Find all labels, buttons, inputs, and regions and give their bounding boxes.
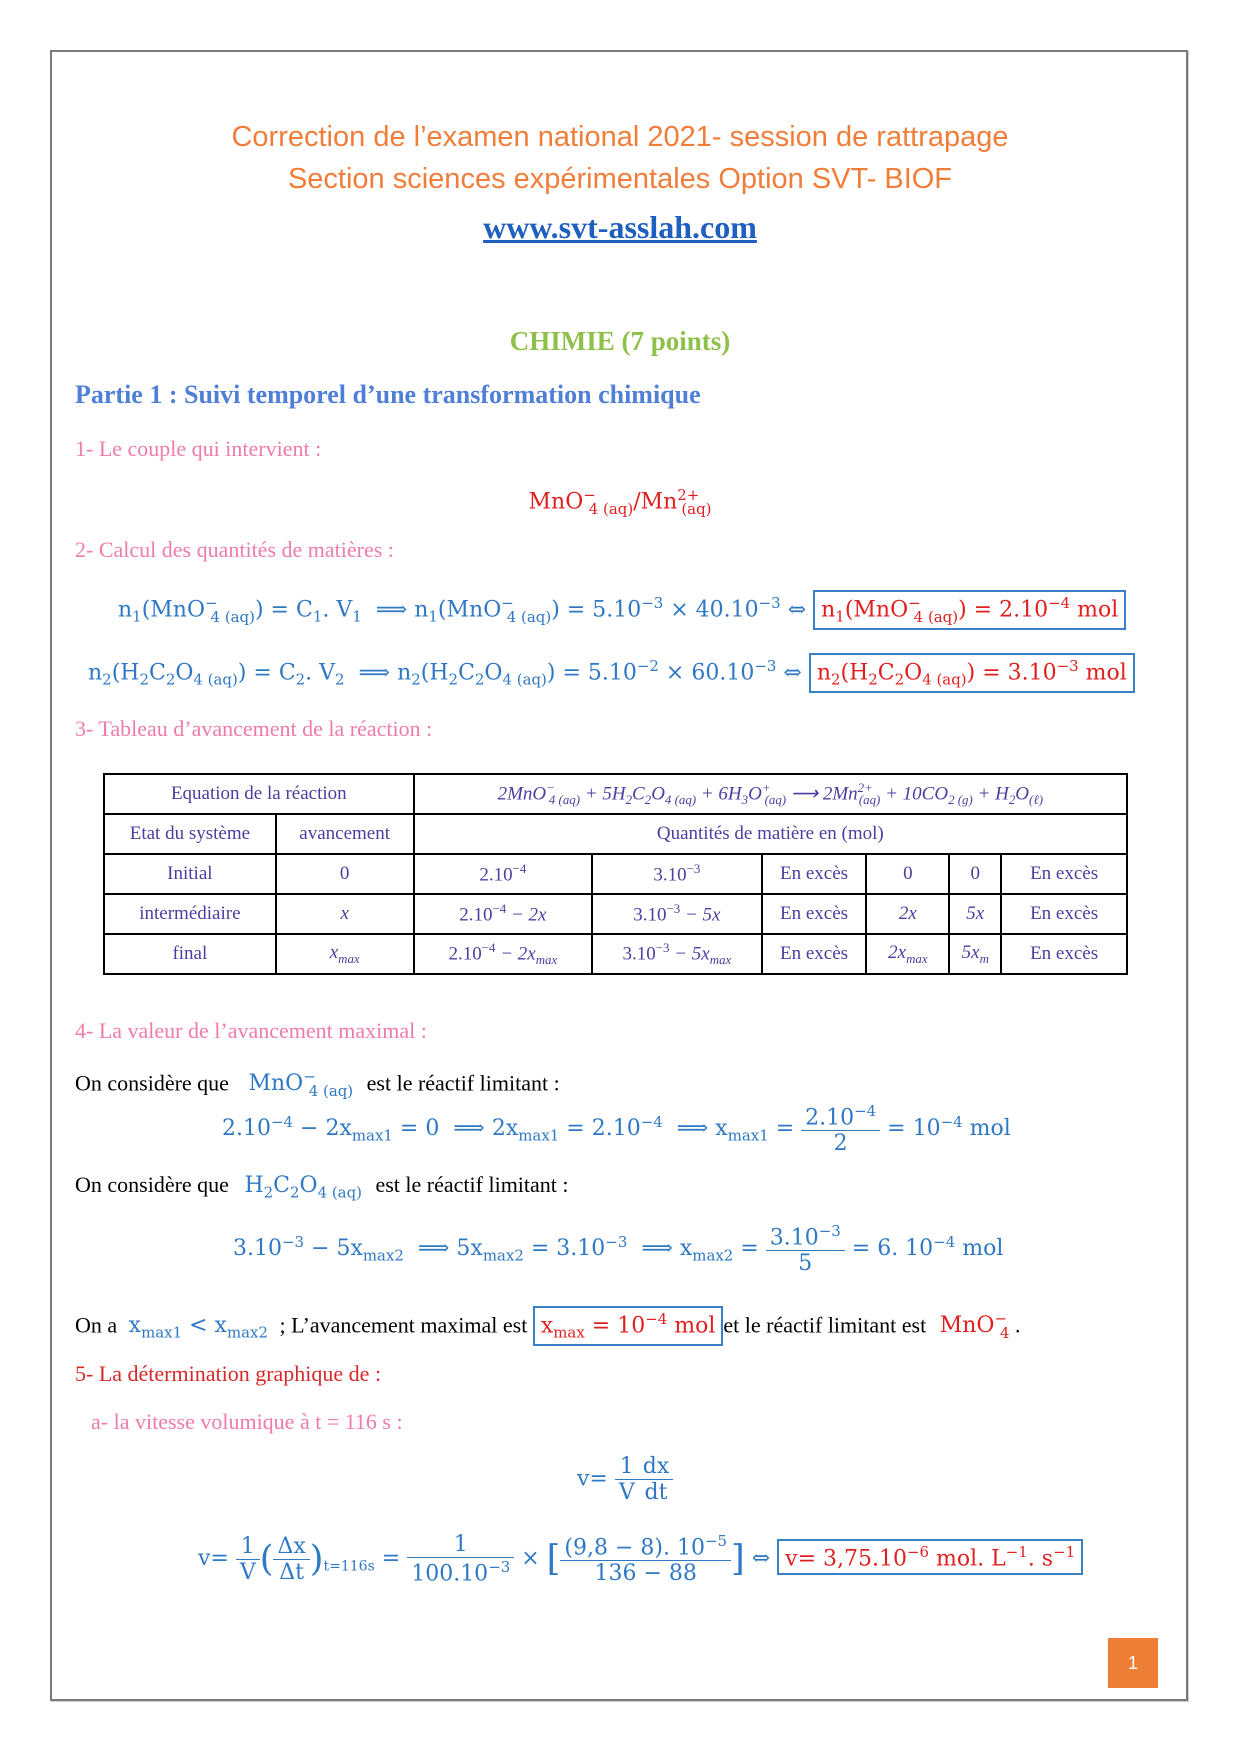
n2-unit: mol xyxy=(1085,660,1127,686)
velocity-result-exp: −6 xyxy=(906,1542,930,1561)
t-label: t=116s xyxy=(323,1558,375,1575)
qty-cell: 0 xyxy=(949,854,1001,894)
q3-heading: 3- Tableau d’avancement de la réaction : xyxy=(75,716,433,741)
qty-cell: 2x xyxy=(866,894,949,934)
qty-cell: En excès xyxy=(762,894,867,934)
table-row-intermediate xyxy=(104,894,1127,934)
conclusion-suffix: et le réactif limitant est xyxy=(723,1312,927,1338)
part1-title: Partie 1 : Suivi temporel d’une transformation chimique xyxy=(75,380,701,409)
n2-v2: 60.10 xyxy=(691,660,755,686)
qty-cell: $2.10^{-4}$ xyxy=(414,854,593,894)
section-title: CHIMIE (7 points) xyxy=(509,326,731,356)
hyp2-line xyxy=(75,1172,569,1201)
qty-cell: $2.10^{-4} - 2x$ xyxy=(414,894,593,934)
th-advance: avancement xyxy=(276,814,414,854)
n2-c2: 5.10 xyxy=(587,660,637,686)
advancement-table xyxy=(103,773,1128,975)
hyp1-suffix: est le réactif limitant : xyxy=(366,1070,560,1096)
volume-exp: −3 xyxy=(488,1558,511,1576)
adv-cell: x xyxy=(276,894,414,934)
velocity-result: v= 3,75.10 xyxy=(785,1546,907,1572)
n1-c1: 5.10 xyxy=(592,597,642,623)
qty-cell: En excès xyxy=(762,934,867,974)
n1-result-exp: −4 xyxy=(1048,594,1071,612)
state-cell: Initial xyxy=(104,854,276,894)
hyp2-species: $H_2C_2O_{4 (aq)}$ xyxy=(244,1173,362,1202)
qty-cell: En excès xyxy=(1001,854,1127,894)
q1-heading: 1- Le couple qui intervient : xyxy=(75,436,322,461)
n1-v1-exp: −3 xyxy=(758,594,781,612)
delta-t: 136 − 88 xyxy=(594,1561,697,1587)
qty-cell: En excès xyxy=(762,854,867,894)
qty-cell: $5x_m$ xyxy=(949,934,1001,974)
qty-cell: 5x xyxy=(949,894,1001,934)
hyp1-species: MnO−$_{4 (aq)}$ xyxy=(248,1068,354,1100)
couple-formula: $MnO^-_{4 (aq)}/Mn^{2+}_{(aq)}$ xyxy=(528,486,712,518)
conclusion-prefix: On a xyxy=(75,1312,118,1338)
xmax2-exp: −4 xyxy=(933,1232,956,1251)
qty-cell: En excès xyxy=(1001,894,1127,934)
table-row-initial xyxy=(104,854,1127,894)
xmax-comparison: $x_{max1} < x_{max2}$ xyxy=(128,1313,268,1342)
adv-cell: $x_{max}$ xyxy=(276,934,414,974)
xmax1-equation: $2.10^{-4} - 2x_{max1} = 0$ ⟹ $2x_{max1} = 2.10^{-4}$ ⟹ $x_{max1}$ = $\frac{2.10^{-4}}{2}$ = $10^{-4}$ mol xyxy=(222,1102,1011,1157)
n2-c2-exp: −2 xyxy=(636,657,659,675)
qty-cell: $2.10^{-4} - 2x_{max}$ xyxy=(414,934,593,974)
state-cell: final xyxy=(104,934,276,974)
delta-x-exp: −5 xyxy=(704,1532,727,1550)
velocity-definition: v= $\frac{1}{V}$ $\frac{dx}{dt}$ xyxy=(577,1454,673,1505)
state-cell: intermédiaire xyxy=(104,894,276,934)
title-line-2: Section sciences expérimentales Option SVT- BIOF xyxy=(287,163,953,195)
conclusion-mid: ; L’avancement maximal est xyxy=(279,1312,528,1338)
n1-c1-exp: −3 xyxy=(641,594,664,612)
n2-result: 3.10 xyxy=(1007,660,1057,686)
n1-result: 2.10 xyxy=(999,597,1049,623)
qty-cell: $3.10^{-3} - 5x_{max}$ xyxy=(592,934,762,974)
n2-result-box: $n_2(H_2C_2O_{4 (aq)}) = 3.10^{-3}$ mol xyxy=(809,653,1135,693)
xmax2-result: 6. 10 xyxy=(877,1236,934,1262)
xmax-result-box: $x_{max} = 10^{-4}$ mol xyxy=(533,1306,724,1346)
velocity-unit: mol. L xyxy=(929,1546,1006,1572)
q5-sub-a: a- la vitesse volumique à t = 116 s : xyxy=(91,1409,403,1434)
title-line-1: Correction de l’examen national 2021- session de rattrapage xyxy=(231,121,1009,153)
page-number: 1 xyxy=(1108,1638,1158,1688)
qty-cell: En excès xyxy=(1001,934,1127,974)
conclusion-line: On a $x_{max1} < x_{max2}$ ; L’avancement maximal est $x_{max} = 10^{-4}$ mol et le réactif limitant est MnO−$_4$ . xyxy=(75,1306,1020,1346)
q5-heading: 5- La détermination graphique de : xyxy=(75,1361,382,1386)
hyp2-prefix: On considère que xyxy=(75,1172,229,1197)
limiting-reagent: MnO−$_4$ xyxy=(939,1310,1010,1342)
qty-cell: 0 xyxy=(866,854,949,894)
q2-heading: 2- Calcul des quantités de matières : xyxy=(75,537,394,562)
adv-cell: 0 xyxy=(276,854,414,894)
n2-v2-exp: −3 xyxy=(754,657,777,675)
xmax1-exp: −4 xyxy=(940,1112,963,1131)
th-equation: Equation de la réaction xyxy=(104,774,414,814)
th-quantities: Quantités de matière en (mol) xyxy=(414,814,1127,854)
n1-equation: $n_1(MnO^-_{4 (aq)}) = C_1$. $V_1$ ⟹ $n_1(MnO^-_{4 (aq)}) = 5.10^{-3} \times 40.10^{-3}$ ⇔ $n_1(MnO^-_{4 (aq)}) = 2.10^{-4}$ mol xyxy=(118,590,1126,630)
hyp2-suffix: est le réactif limitant : xyxy=(375,1172,569,1197)
n2-result-exp: −3 xyxy=(1056,657,1079,675)
velocity-calculation: v= $\frac{1}{V}$ ( $\frac{\Delta x}{\Delta t}$ )$_{t=116s}$ = $\frac{1}{100.10^{-3}}$ × [ $\frac{(9,8 - 8). 10^{-5}}{136 - 88}$ ] ⇔ $v= 3,75.10^{-6}$ mol. $L^{-1}$. $s^{-1}$ xyxy=(198,1532,1083,1586)
qty-cell: $3.10^{-3} - 5x$ xyxy=(592,894,762,934)
hyp1-line xyxy=(75,1068,560,1100)
xmax1-result: 10 xyxy=(912,1116,941,1142)
reaction-equation: $2MnO^-_{4 (aq)} + 5H_2C_2O_{4 (aq)} + 6H_3O^+_{(aq)}$ ⟶ $2Mn^{2+}_{(aq)} + 10CO_{2 (g)} + H_2O_{(\ell)}$ xyxy=(414,774,1127,814)
website-link[interactable]: www.svt-asslah.com xyxy=(483,209,757,245)
n1-result-box: $n_1(MnO^-_{4 (aq)}) = 2.10^{-4}$ mol xyxy=(813,590,1126,630)
q4-heading: 4- La valeur de l’avancement maximal : xyxy=(75,1018,427,1043)
qty-cell: $3.10^{-3}$ xyxy=(592,854,762,894)
n1-unit: mol xyxy=(1077,597,1119,623)
table-row-final xyxy=(104,934,1127,974)
velocity-result-box: $v= 3,75.10^{-6}$ mol. $L^{-1}$. $s^{-1}$ xyxy=(777,1539,1083,1575)
volume-value: 100.10 xyxy=(411,1561,489,1587)
n2-equation: $n_2(H_2C_2O_{4 (aq)}) = C_2$. $V_2$ ⟹ $n_2(H_2C_2O_{4 (aq)}) = 5.10^{-2} \times 60.10^{-3}$ ⇔ $n_2(H_2C_2O_{4 (aq)}) = 3.10^{-3}$ mol xyxy=(88,653,1135,693)
n1-v1: 40.10 xyxy=(695,597,759,623)
delta-x: (9,8 − 8). 10 xyxy=(564,1535,705,1561)
qty-cell: $2x_{max}$ xyxy=(866,934,949,974)
th-state: Etat du système xyxy=(104,814,276,854)
xmax2-equation: $3.10^{-3} - 5x_{max2}$ ⟹ $5x_{max2} = 3.10^{-3}$ ⟹ $x_{max2}$ = $\frac{3.10^{-3}}{5}$ = 6. $10^{-4}$ mol xyxy=(233,1222,1004,1277)
hyp1-prefix: On considère que xyxy=(75,1070,229,1096)
